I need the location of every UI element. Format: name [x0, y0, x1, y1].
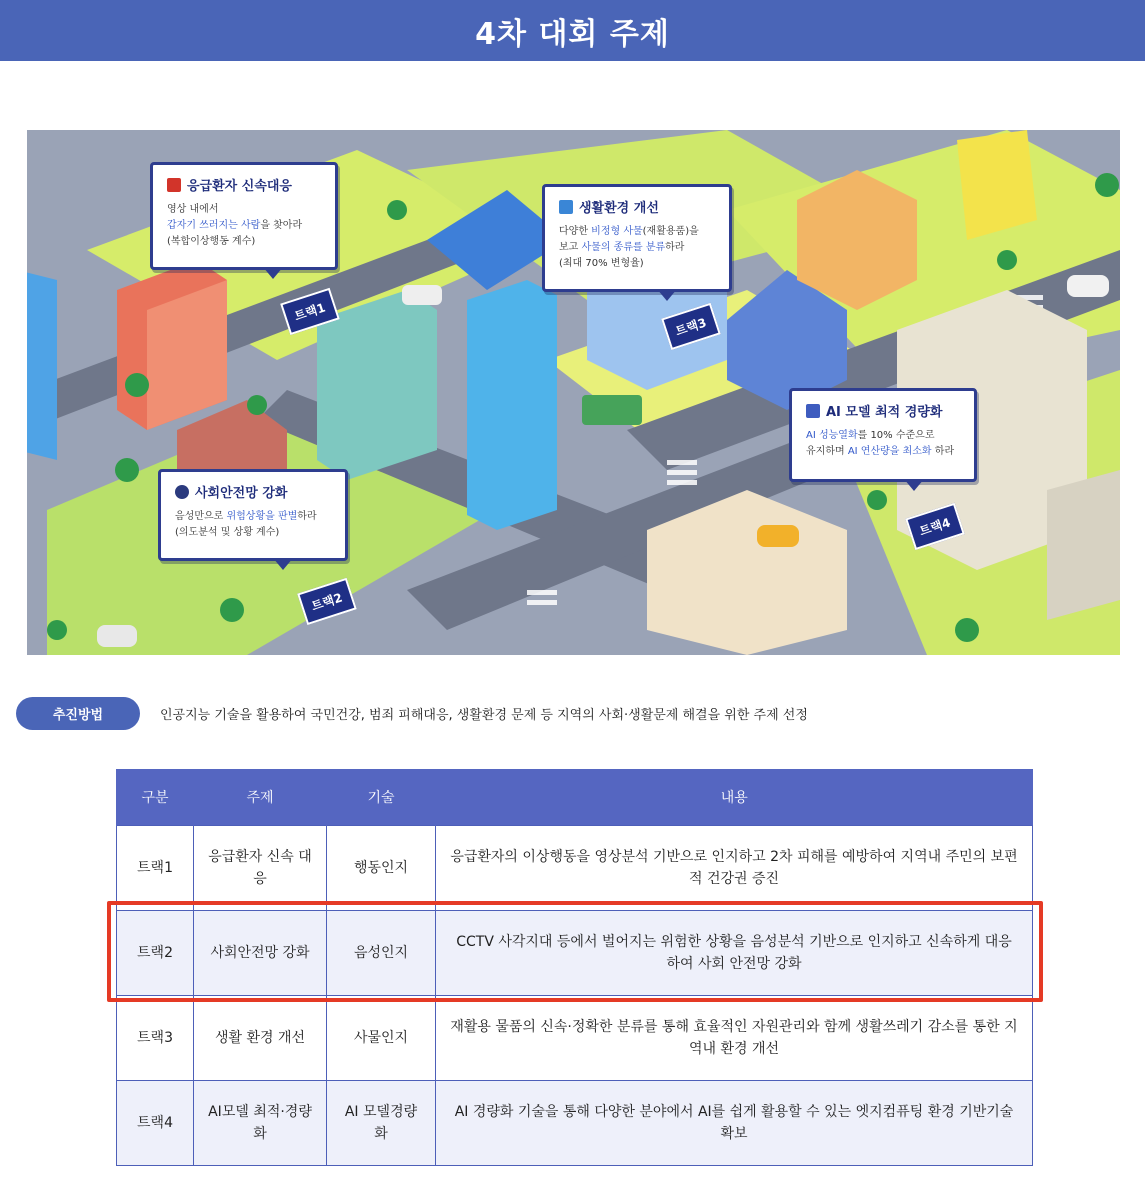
- method-description: 인공지능 기술을 활용하여 국민건강, 범죄 피해대응, 생활환경 문제 등 지역의 사회·생활문제 해결을 위한 주제 선정: [160, 708, 808, 723]
- city-illustration: [27, 130, 1120, 655]
- cell-content: 재활용 물품의 신속·정확한 분류를 통해 효율적인 자원관리와 함께 생활쓰레기 감소를 통한 지역내 환경 개선: [436, 995, 1033, 1080]
- title-bar: [0, 0, 1145, 61]
- header-tech: 기술: [327, 769, 436, 825]
- siren-icon: [167, 178, 181, 192]
- cell-topic: AI모델 최적·경량화: [194, 1080, 327, 1165]
- cell-content: AI 경량화 기술을 통해 다양한 분야에서 AI를 쉽게 활용할 수 있는 엣지컴퓨팅 환경 기반기술 확보: [436, 1080, 1033, 1165]
- cell-tech: 사물인지: [327, 995, 436, 1080]
- cell-track: 트랙3: [117, 995, 194, 1080]
- callout-track3-body: 다양한 비정형 사물(재활용품)을 보고 사물의 종류를 분류하라 (최대 70% 변형율): [559, 226, 699, 269]
- page-title: 4차 대회 주제: [475, 16, 670, 52]
- method-label: 추진방법: [16, 697, 140, 730]
- header-category: 구분: [117, 769, 194, 825]
- callout-track4-body: AI 성능열화를 10% 수준으로 유지하며 AI 연산량을 최소화 하라: [806, 430, 955, 457]
- callout-track3-title: 생활환경 개선: [559, 197, 715, 216]
- cell-tech: AI 모델경량화: [327, 1080, 436, 1165]
- table-row: [117, 825, 1033, 910]
- table-row: [117, 1080, 1033, 1165]
- track2-highlight-box: [107, 901, 1043, 1002]
- callout-track1-title: 응급환자 신속대응: [167, 175, 321, 194]
- cell-content: CCTV 사각지대 등에서 벌어지는 위험한 상황을 음성분석 기반으로 인지하고 신속하게 대응하여 사회 안전망 강화: [436, 910, 1033, 995]
- cell-track: 트랙4: [117, 1080, 194, 1165]
- cell-topic: 응급환자 신속 대응: [194, 825, 327, 910]
- callout-track1: [150, 162, 338, 270]
- cell-content: 응급환자의 이상행동을 영상분석 기반으로 인지하고 2차 피해를 예방하여 지역내 주민의 보편적 건강권 증진: [436, 825, 1033, 910]
- cell-tech: 행동인지: [327, 825, 436, 910]
- callout-track1-body: 영상 내에서 갑자기 쓰러지는 사람을 찾아라 (복합이상행동 계수): [167, 204, 303, 247]
- callout-track2: [158, 469, 348, 561]
- guard-icon: [175, 485, 189, 499]
- callout-track2-title: 사회안전망 강화: [175, 482, 331, 501]
- cell-topic: 사회안전망 강화: [194, 910, 327, 995]
- callout-track3: [542, 184, 732, 292]
- cell-topic: 생활 환경 개선: [194, 995, 327, 1080]
- cell-track: 트랙1: [117, 825, 194, 910]
- method-row: [16, 697, 1116, 730]
- callout-track4: [789, 388, 977, 482]
- sign-track1: 트랙1: [280, 288, 339, 335]
- header-content: 내용: [436, 769, 1033, 825]
- table-header-row: [117, 769, 1033, 825]
- recycle-bin-icon: [559, 200, 573, 214]
- cell-track: 트랙2: [117, 910, 194, 995]
- header-topic: 주제: [194, 769, 327, 825]
- cell-tech: 음성인지: [327, 910, 436, 995]
- callout-track4-title: AI 모델 최적 경량화: [806, 401, 960, 420]
- sign-track3: 트랙3: [661, 303, 720, 350]
- callout-track2-body: 음성만으로 위험상황을 판별하라 (의도분석 및 상황 계수): [175, 511, 317, 538]
- sign-track2: 트랙2: [297, 578, 356, 625]
- layers-icon: [806, 404, 820, 418]
- table-row: [117, 995, 1033, 1080]
- sign-track4: 트랙4: [905, 503, 964, 550]
